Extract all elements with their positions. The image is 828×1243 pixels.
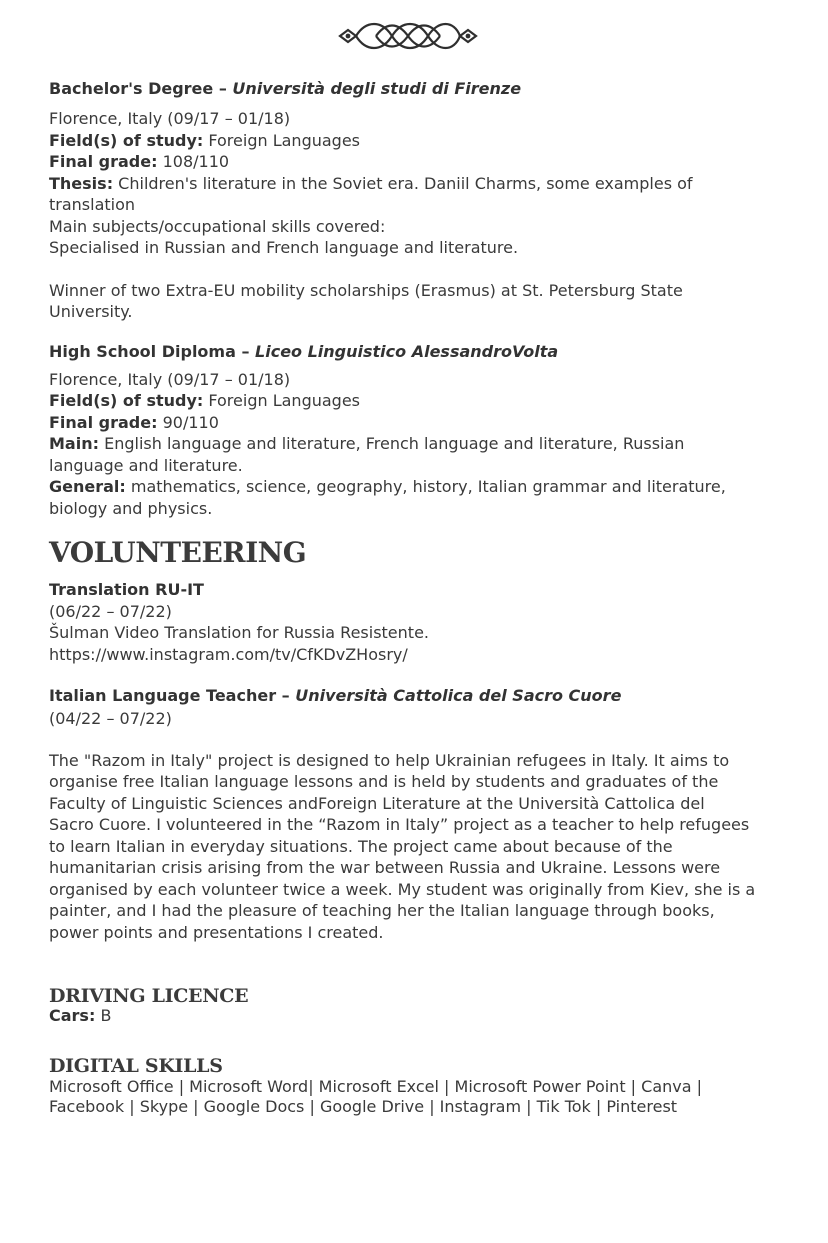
paragraph-line: organised by each volunteer twice a week. My student was originally from Kiev, she is a xyxy=(49,879,756,899)
education-title: Bachelor's Degree – Università degli studi di Firenze xyxy=(49,79,522,98)
final-grade: Final grade: 90/110 xyxy=(49,412,219,432)
general-subjects: General: mathematics, science, geography, history, Italian grammar and literature, xyxy=(49,477,726,496)
institution-name: Università Cattolica del Sacro Cuore xyxy=(295,686,622,705)
digital-skills-heading: DIGITAL SKILLS xyxy=(49,1055,223,1077)
scholarship-cont: University. xyxy=(49,302,133,321)
thesis-cont: translation xyxy=(49,195,136,214)
main-subjects: Main subjects/occupational skills covered: xyxy=(49,216,386,236)
paragraph-line: Sacro Cuore. I volunteered in the “Razom in Italy” project as a teacher to help refugees xyxy=(49,815,750,834)
main-subjects-cont: language and literature. xyxy=(49,455,243,475)
final-grade: Final grade: 108/110 xyxy=(49,152,230,171)
general-subjects-cont: biology and physics. xyxy=(49,498,213,518)
paragraph-line: humanitarian crisis arising from the war between Russia and Ukraine. Lessons were xyxy=(49,858,721,877)
field-of-study: Field(s) of study: Foreign Languages xyxy=(49,391,360,410)
specialisation: Specialised in Russian and French language and literature. xyxy=(49,238,519,257)
digital-skills-list-cont: Facebook | Skype | Google Docs | Google Drive | Instagram | Tik Tok | Pinterest xyxy=(49,1097,678,1116)
paragraph-line: to learn Italian in everyday situations. The project came about because of the xyxy=(49,836,673,856)
paragraph-line: The "Razom in Italy" project is designed to help Ukrainian refugees in Italy. It aims to xyxy=(49,750,730,770)
instagram-link[interactable]: https://www.instagram.com/tv/CfKDvZHosry/ xyxy=(49,644,408,664)
education-title: High School Diploma – Liceo Linguistico AlessandroVolta xyxy=(49,341,559,361)
institution-name: Università degli studi di Firenze xyxy=(232,79,522,98)
paragraph-line: painter, and I had the pleasure of teaching her the Italian language through books, xyxy=(49,901,715,920)
driving-licence-heading: DRIVING LICENCE xyxy=(49,985,249,1007)
main-subjects: Main: English language and literature, French language and literature, Russian xyxy=(49,434,685,453)
volunteer-description: Šulman Video Translation for Russia Resistente. xyxy=(49,623,429,642)
paragraph-line: organise free Italian language lessons and is held by students and graduates of the xyxy=(49,772,719,791)
degree-name: High School Diploma xyxy=(49,341,236,361)
project-description xyxy=(49,750,789,944)
decorative-ornament-icon xyxy=(336,18,480,54)
volunteer-role-title: Italian Language Teacher – Università Cattolica del Sacro Cuore xyxy=(49,686,622,705)
volunteer-role-title: Translation RU-IT xyxy=(49,580,204,599)
institution-name: Liceo Linguistico AlessandroVolta xyxy=(255,341,559,361)
volunteer-dates: (04/22 – 07/22) xyxy=(49,709,172,728)
location-dates: Florence, Italy (09/17 – 01/18) xyxy=(49,369,291,389)
paragraph-line: power points and presentations I created. xyxy=(49,922,384,942)
volunteering-heading: VOLUNTEERING xyxy=(49,536,307,569)
scholarship: Winner of two Extra-EU mobility scholarships (Erasmus) at St. Petersburg State xyxy=(49,280,683,300)
driving-licence-cars: Cars: B xyxy=(49,1006,112,1025)
paragraph-line: Faculty of Linguistic Sciences andForeign Literature at the Università Cattolica del xyxy=(49,793,705,813)
location-dates: Florence, Italy (09/17 – 01/18) xyxy=(49,109,291,128)
degree-name: Bachelor's Degree xyxy=(49,79,214,98)
cv-content xyxy=(49,76,789,1117)
thesis: Thesis: Children's literature in the Soviet era. Daniil Charms, some examples of xyxy=(49,173,693,193)
field-of-study: Field(s) of study: Foreign Languages xyxy=(49,130,360,150)
digital-skills-list: Microsoft Office | Microsoft Word| Microsoft Excel | Microsoft Power Point | Canva | xyxy=(49,1077,703,1096)
volunteer-dates: (06/22 – 07/22) xyxy=(49,601,172,621)
